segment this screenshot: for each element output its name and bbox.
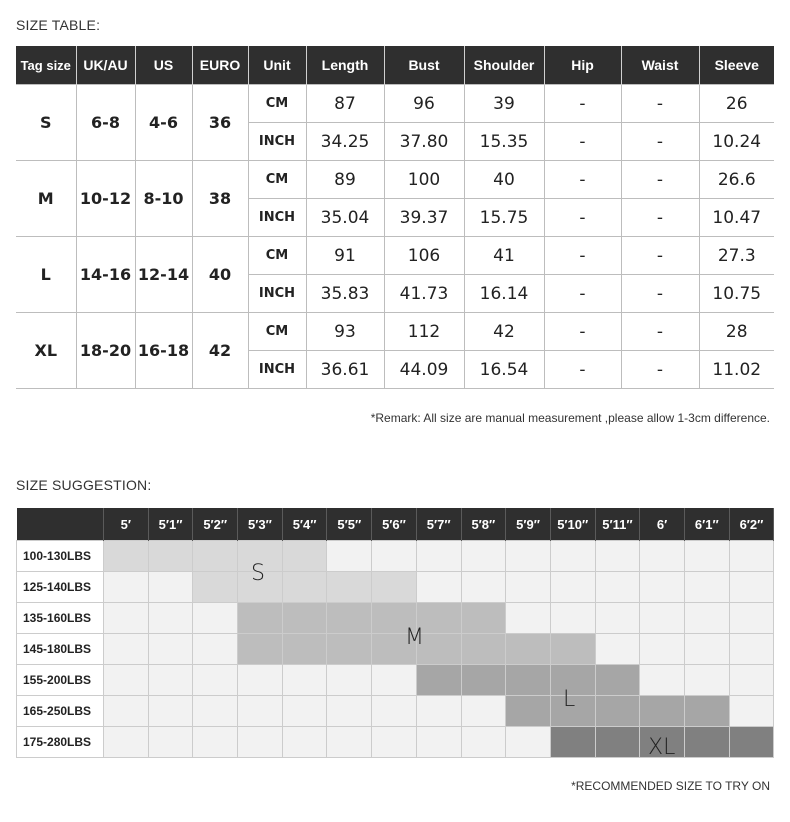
empty-cell (327, 541, 372, 572)
size-table-value-cell: - (621, 275, 699, 313)
weight-row (17, 603, 774, 634)
size-table-value-cell: 27.3 (699, 237, 774, 275)
size-suggestion-table (16, 508, 774, 758)
size-table (16, 46, 774, 389)
empty-cell (506, 572, 551, 603)
size-table-header-cell: Sleeve (699, 46, 774, 85)
size-table-header-cell: EURO (192, 46, 248, 85)
empty-cell (550, 572, 595, 603)
size-table-value-cell: 89 (306, 161, 384, 199)
size-zone-cell-xl (684, 727, 729, 758)
empty-cell (461, 727, 506, 758)
empty-cell (104, 603, 149, 634)
empty-cell (327, 696, 372, 727)
size-table-value-cell: 41 (464, 237, 544, 275)
empty-cell (238, 665, 283, 696)
size-table-unit-cell: CM (248, 237, 306, 275)
weight-label-cell: 125-140LBS (17, 572, 104, 603)
height-header-cell: 6′2″ (729, 508, 774, 541)
empty-cell (372, 696, 417, 727)
size-table-header-cell: Waist (621, 46, 699, 85)
size-table-value-cell: 87 (306, 85, 384, 123)
size-table-header-row (16, 46, 774, 85)
size-table-value-cell: 42 (464, 313, 544, 351)
empty-cell (640, 572, 685, 603)
weight-label-cell: 155-200LBS (17, 665, 104, 696)
empty-cell (684, 541, 729, 572)
size-suggestion-corner-cell (17, 508, 104, 541)
size-zone-cell-s (282, 541, 327, 572)
empty-cell (506, 727, 551, 758)
weight-row (17, 665, 774, 696)
size-table-header-cell: Tag size (16, 46, 76, 85)
empty-cell (238, 696, 283, 727)
empty-cell (104, 634, 149, 665)
size-table-row (16, 313, 774, 351)
weight-label-cell: 145-180LBS (17, 634, 104, 665)
size-table-unit-cell: CM (248, 161, 306, 199)
size-table-value-cell: 16.14 (464, 275, 544, 313)
empty-cell (282, 696, 327, 727)
size-table-value-cell: 40 (464, 161, 544, 199)
size-table-cell-uk: 18-20 (76, 313, 135, 389)
size-zone-cell-s (282, 572, 327, 603)
size-table-value-cell: - (544, 161, 621, 199)
empty-cell (193, 696, 238, 727)
empty-cell (327, 727, 372, 758)
size-table-value-cell: - (621, 161, 699, 199)
size-table-cell-euro: 36 (192, 85, 248, 161)
empty-cell (640, 634, 685, 665)
size-table-value-cell: - (544, 275, 621, 313)
size-zone-cell-l (506, 665, 551, 696)
empty-cell (729, 572, 774, 603)
size-table-header-cell: Bust (384, 46, 464, 85)
size-table-cell-us: 12-14 (135, 237, 192, 313)
size-table-value-cell: - (621, 199, 699, 237)
size-table-value-cell: 34.25 (306, 123, 384, 161)
empty-cell (148, 727, 193, 758)
size-zone-cell-m (282, 634, 327, 665)
size-table-value-cell: 91 (306, 237, 384, 275)
empty-cell (104, 665, 149, 696)
empty-cell (684, 572, 729, 603)
empty-cell (729, 541, 774, 572)
empty-cell (595, 634, 640, 665)
size-table-value-cell: 44.09 (384, 351, 464, 389)
size-zone-cell-m (282, 603, 327, 634)
size-table-value-cell: 112 (384, 313, 464, 351)
empty-cell (729, 603, 774, 634)
empty-cell (193, 603, 238, 634)
size-table-unit-cell: INCH (248, 199, 306, 237)
weight-row (17, 696, 774, 727)
height-header-cell: 5′8″ (461, 508, 506, 541)
weight-row (17, 541, 774, 572)
empty-cell (104, 572, 149, 603)
height-header-cell: 5′3″ (238, 508, 283, 541)
size-table-cell-tag: S (16, 85, 76, 161)
size-table-cell-euro: 38 (192, 161, 248, 237)
size-table-header-cell: Shoulder (464, 46, 544, 85)
empty-cell (506, 541, 551, 572)
weight-row (17, 572, 774, 603)
size-zone-cell-s (372, 572, 417, 603)
empty-cell (684, 634, 729, 665)
empty-cell (282, 665, 327, 696)
size-zone-label-s: S (251, 561, 265, 586)
size-table-value-cell: - (544, 313, 621, 351)
height-header-cell: 5′1″ (148, 508, 193, 541)
size-table-header-cell: UK/AU (76, 46, 135, 85)
size-table-cell-us: 8-10 (135, 161, 192, 237)
size-table-header-cell: Length (306, 46, 384, 85)
size-table-value-cell: 39 (464, 85, 544, 123)
size-zone-cell-m (550, 634, 595, 665)
size-zone-cell-xl (595, 727, 640, 758)
size-table-value-cell: - (544, 199, 621, 237)
empty-cell (416, 572, 461, 603)
size-zone-label-l: L (563, 687, 576, 712)
height-header-cell: 5′4″ (282, 508, 327, 541)
weight-label-cell: 165-250LBS (17, 696, 104, 727)
size-table-row (16, 85, 774, 123)
size-table-value-cell: 16.54 (464, 351, 544, 389)
size-table-value-cell: 100 (384, 161, 464, 199)
size-table-value-cell: - (544, 85, 621, 123)
empty-cell (148, 634, 193, 665)
empty-cell (372, 727, 417, 758)
size-zone-cell-m (238, 603, 283, 634)
height-header-cell: 5′ (104, 508, 149, 541)
height-header-cell: 6′ (640, 508, 685, 541)
size-table-value-cell: - (621, 85, 699, 123)
empty-cell (729, 665, 774, 696)
empty-cell (148, 696, 193, 727)
size-table-value-cell: 15.75 (464, 199, 544, 237)
size-table-cell-euro: 42 (192, 313, 248, 389)
size-table-value-cell: 26 (699, 85, 774, 123)
size-zone-cell-l (416, 665, 461, 696)
empty-cell (684, 665, 729, 696)
empty-cell (461, 572, 506, 603)
empty-cell (640, 541, 685, 572)
size-zone-cell-s (327, 572, 372, 603)
size-zone-label-m: M (405, 625, 424, 650)
empty-cell (193, 634, 238, 665)
empty-cell (282, 727, 327, 758)
height-header-cell: 5′5″ (327, 508, 372, 541)
height-header-cell: 5′9″ (506, 508, 551, 541)
empty-cell (193, 727, 238, 758)
size-zone-cell-m (327, 603, 372, 634)
size-table-value-cell: 39.37 (384, 199, 464, 237)
empty-cell (148, 665, 193, 696)
size-table-unit-cell: INCH (248, 275, 306, 313)
weight-row (17, 634, 774, 665)
size-zone-cell-m (327, 634, 372, 665)
empty-cell (238, 727, 283, 758)
size-table-header-cell: Unit (248, 46, 306, 85)
height-header-cell: 5′6″ (372, 508, 417, 541)
empty-cell (148, 572, 193, 603)
size-table-cell-tag: XL (16, 313, 76, 389)
size-table-value-cell: 10.24 (699, 123, 774, 161)
size-suggestion-header-row (17, 508, 774, 541)
size-table-value-cell: 36.61 (306, 351, 384, 389)
size-table-value-cell: - (621, 123, 699, 161)
size-zone-cell-m (238, 634, 283, 665)
size-zone-cell-l (684, 696, 729, 727)
size-zone-cell-m (506, 634, 551, 665)
size-zone-cell-l (506, 696, 551, 727)
empty-cell (461, 696, 506, 727)
size-zone-label-xl: XL (648, 735, 676, 760)
empty-cell (416, 541, 461, 572)
size-table-value-cell: 96 (384, 85, 464, 123)
weight-label-cell: 135-160LBS (17, 603, 104, 634)
size-table-value-cell: 10.47 (699, 199, 774, 237)
empty-cell (729, 696, 774, 727)
size-suggestion-title: SIZE SUGGESTION: (16, 477, 152, 493)
size-table-value-cell: 10.75 (699, 275, 774, 313)
weight-label-cell: 175-280LBS (17, 727, 104, 758)
empty-cell (327, 665, 372, 696)
empty-cell (148, 603, 193, 634)
size-table-value-cell: 26.6 (699, 161, 774, 199)
size-table-unit-cell: INCH (248, 351, 306, 389)
size-table-header-cell: Hip (544, 46, 621, 85)
size-table-value-cell: 35.04 (306, 199, 384, 237)
size-table-value-cell: 11.02 (699, 351, 774, 389)
size-zone-cell-s (193, 572, 238, 603)
size-table-remark: *Remark: All size are manual measurement ,please allow 1-3cm difference. (370, 411, 770, 425)
size-table-header-cell: US (135, 46, 192, 85)
size-zone-cell-l (595, 696, 640, 727)
size-table-value-cell: - (621, 237, 699, 275)
size-table-value-cell: - (544, 237, 621, 275)
height-header-cell: 6′1″ (684, 508, 729, 541)
size-suggestion-remark: *RECOMMENDED SIZE TO TRY ON (571, 779, 770, 793)
size-table-value-cell: 106 (384, 237, 464, 275)
size-table-value-cell: - (621, 351, 699, 389)
empty-cell (193, 665, 238, 696)
empty-cell (550, 603, 595, 634)
empty-cell (104, 696, 149, 727)
size-table-value-cell: - (544, 351, 621, 389)
size-table-cell-uk: 6-8 (76, 85, 135, 161)
size-zone-cell-xl (550, 727, 595, 758)
empty-cell (595, 541, 640, 572)
height-header-cell: 5′7″ (416, 508, 461, 541)
empty-cell (729, 634, 774, 665)
height-header-cell: 5′2″ (193, 508, 238, 541)
height-header-cell: 5′11″ (595, 508, 640, 541)
size-zone-cell-l (461, 665, 506, 696)
empty-cell (595, 572, 640, 603)
size-zone-cell-s (148, 541, 193, 572)
empty-cell (595, 603, 640, 634)
size-table-cell-uk: 14-16 (76, 237, 135, 313)
weight-label-cell: 100-130LBS (17, 541, 104, 572)
size-table-cell-tag: M (16, 161, 76, 237)
size-table-row (16, 161, 774, 199)
empty-cell (461, 541, 506, 572)
empty-cell (640, 665, 685, 696)
size-zone-cell-l (640, 696, 685, 727)
empty-cell (684, 603, 729, 634)
size-table-cell-euro: 40 (192, 237, 248, 313)
empty-cell (104, 727, 149, 758)
size-table-value-cell: 28 (699, 313, 774, 351)
size-zone-cell-xl (729, 727, 774, 758)
size-zone-cell-m (461, 603, 506, 634)
size-table-value-cell: - (621, 313, 699, 351)
size-table-cell-us: 16-18 (135, 313, 192, 389)
empty-cell (640, 603, 685, 634)
size-table-cell-uk: 10-12 (76, 161, 135, 237)
empty-cell (372, 541, 417, 572)
size-table-unit-cell: CM (248, 313, 306, 351)
size-table-unit-cell: CM (248, 85, 306, 123)
size-table-cell-us: 4-6 (135, 85, 192, 161)
size-table-value-cell: - (544, 123, 621, 161)
height-header-cell: 5′10″ (550, 508, 595, 541)
size-table-cell-tag: L (16, 237, 76, 313)
size-zone-cell-s (193, 541, 238, 572)
empty-cell (416, 696, 461, 727)
size-table-value-cell: 15.35 (464, 123, 544, 161)
size-table-value-cell: 41.73 (384, 275, 464, 313)
size-table-unit-cell: INCH (248, 123, 306, 161)
empty-cell (550, 541, 595, 572)
size-table-value-cell: 35.83 (306, 275, 384, 313)
empty-cell (506, 603, 551, 634)
empty-cell (416, 727, 461, 758)
size-table-row (16, 237, 774, 275)
size-zone-cell-s (104, 541, 149, 572)
size-table-value-cell: 37.80 (384, 123, 464, 161)
size-table-value-cell: 93 (306, 313, 384, 351)
empty-cell (372, 665, 417, 696)
size-zone-cell-m (461, 634, 506, 665)
size-table-title: SIZE TABLE: (16, 17, 101, 33)
size-zone-cell-l (595, 665, 640, 696)
